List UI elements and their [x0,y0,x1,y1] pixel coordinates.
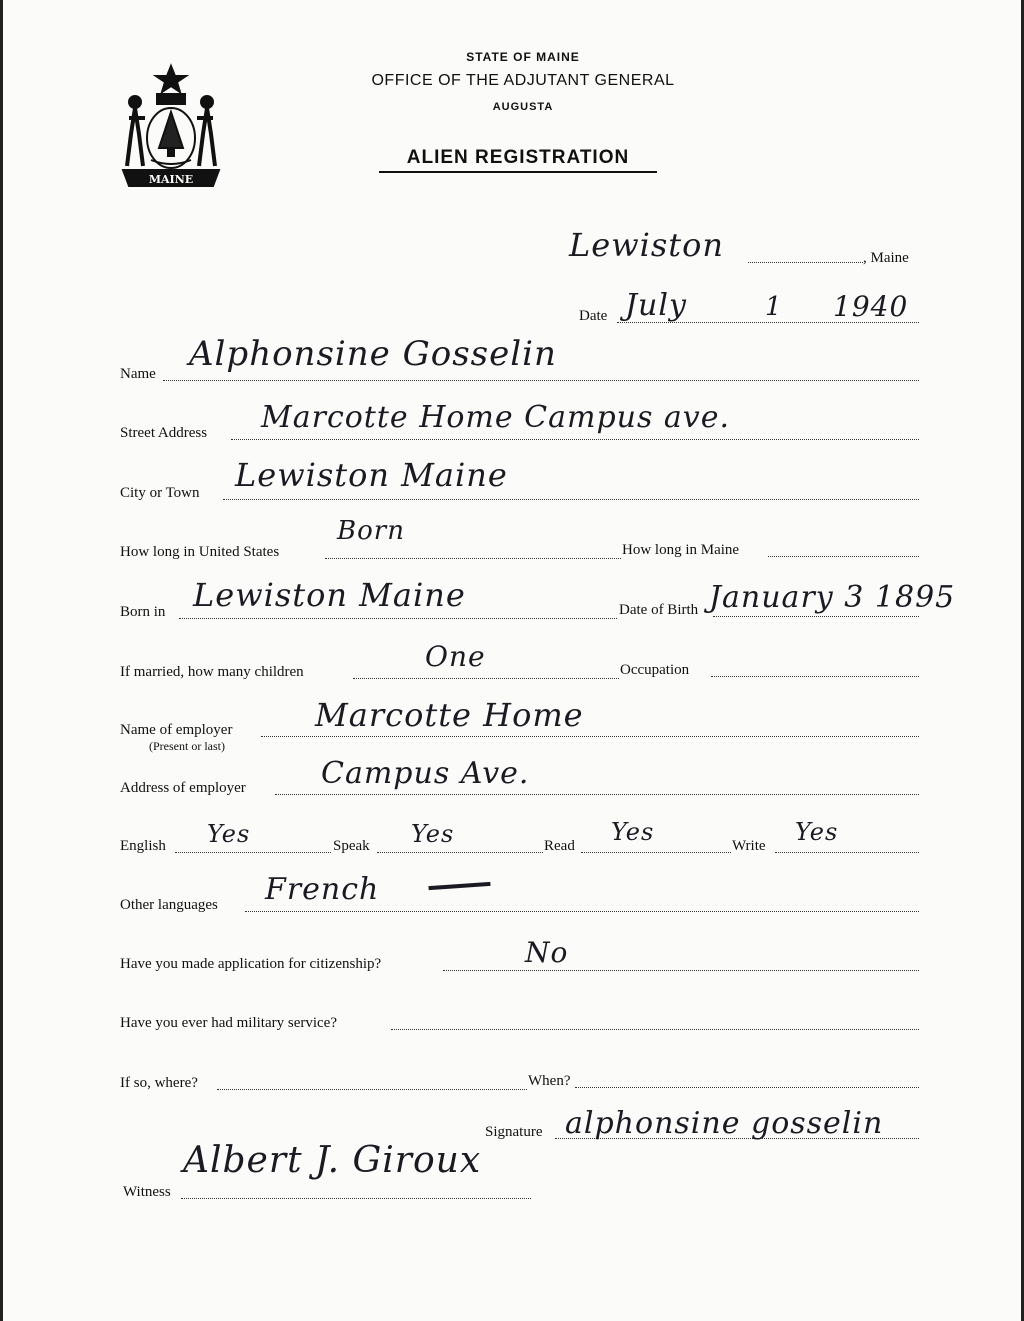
children-line [353,678,619,679]
children-label: If married, how many children [120,664,304,680]
street-line [231,439,919,440]
when-label: When? [528,1073,571,1089]
form-title: ALIEN REGISTRATION [379,147,657,173]
occupation-label: Occupation [620,662,690,678]
employer-note: (Present or last) [149,739,225,753]
state-heading: STATE OF MAINE [466,50,580,64]
english-label: English [120,838,166,854]
military-label: Have you ever had military service? [120,1015,337,1031]
english-line [175,852,331,853]
write-entry: Yes [795,818,839,846]
place-line [748,262,863,263]
how-long-maine-line [768,556,919,557]
other-languages-line [245,911,919,912]
struck-out-mark [428,882,491,904]
dob-entry: January 3 1895 [709,580,956,615]
when-line [575,1087,919,1088]
write-line [775,852,919,853]
english-entry: Yes [207,820,251,848]
employer-address-label: Address of employer [120,780,246,796]
children-entry: One [425,640,486,673]
dob-label: Date of Birth [619,602,699,618]
citizenship-line [443,970,919,971]
how-long-us-line [325,558,621,559]
witness-entry: Albert J. Giroux [183,1140,482,1181]
occupation-line [711,676,919,677]
speak-entry: Yes [411,820,455,848]
name-label: Name [120,366,156,382]
date-day-entry: 1 [765,292,783,322]
place-entry: Lewiston [569,226,724,264]
city-label: City or Town [120,485,200,501]
speak-line [377,852,543,853]
date-year-entry: 1940 [833,290,909,323]
speak-label: Speak [333,838,370,854]
signature-label: Signature [485,1124,543,1140]
read-line [581,852,731,853]
how-long-us-entry: Born [337,516,405,546]
born-in-line [179,618,617,619]
maine-label: , Maine [863,250,909,266]
read-entry: Yes [611,818,655,846]
name-line [163,380,919,381]
employer-address-entry: Campus Ave. [321,756,530,791]
write-label: Write [732,838,766,854]
city-line [223,499,919,500]
city-entry: Lewiston Maine [235,456,508,494]
state-seal-icon [115,62,227,192]
other-languages-label: Other languages [120,897,218,913]
born-in-label: Born in [120,604,166,620]
witness-line [181,1198,531,1199]
born-in-entry: Lewiston Maine [193,576,466,614]
date-month-entry: July [625,288,687,323]
name-entry: Alphonsine Gosselin [189,334,557,374]
military-line [391,1029,919,1030]
employer-entry: Marcotte Home [315,696,584,734]
signature-entry: alphonsine gosselin [565,1106,884,1141]
where-label: If so, where? [120,1075,198,1091]
employer-address-line [275,794,919,795]
city-heading: AUGUSTA [492,101,554,113]
where-line [217,1089,527,1090]
how-long-us-label: How long in United States [120,544,280,560]
read-label: Read [544,838,575,854]
witness-label: Witness [123,1184,171,1200]
street-label: Street Address [120,425,208,441]
seal-banner-text: MAINE [148,173,194,186]
how-long-maine-label: How long in Maine [622,542,740,558]
citizenship-label: Have you made application for citizenship? [120,956,382,972]
dob-line [713,616,919,617]
date-label: Date [579,308,608,324]
other-languages-entry: French [265,872,380,907]
employer-label: Name of employer [120,722,233,738]
office-heading: OFFICE OF THE ADJUTANT GENERAL [371,72,675,89]
street-entry: Marcotte Home Campus ave. [261,400,731,435]
citizenship-entry: No [525,936,569,969]
employer-line [261,736,919,737]
